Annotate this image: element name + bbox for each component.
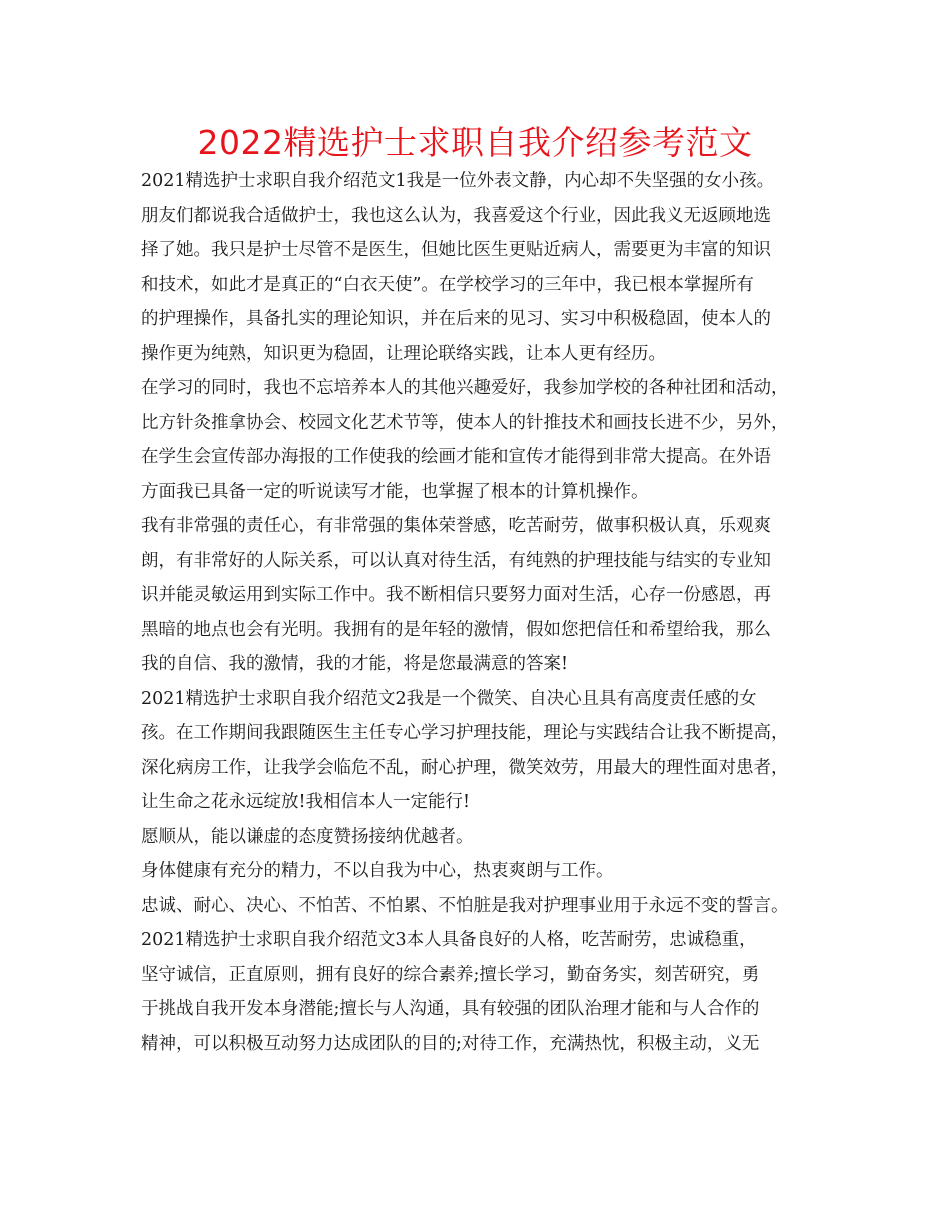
text-line: 2021精选护士求职自我介绍范文1我是一位外表文静，内心却不失坚强的女小孩。 <box>141 171 775 191</box>
text-line: 和技术，如此才是真正的“白衣天使”。在学校学习的三年中，我已根本掌握所有 <box>141 274 754 295</box>
text-line: 朗，有非常好的人际关系，可以认真对待生活，有纯熟的护理技能与结实的专业知 <box>141 550 771 571</box>
text-line: 愿顺从，能以谦虚的态度赞扬接纳优越者。 <box>141 826 474 847</box>
text-line: 2021精选护士求职自我介绍范文3本人具备良好的人格，吃苦耐劳，忠诚稳重， <box>141 930 757 950</box>
text-line: 孩。在工作期间我跟随医生主任专心学习护理技能，理论与实践结合让我不断提高， <box>141 723 789 743</box>
text-line: 择了她。我只是护士尽管不是医生，但她比医生更贴近病人，需要更为丰富的知识 <box>141 240 771 260</box>
text-line: 朋友们都说我合适做护士，我也这么认为，我喜爱这个行业，因此我义无返顾地选 <box>141 205 771 226</box>
text-line: 我有非常强的责任心，有非常强的集体荣誉感，吃苦耐劳，做事积极认真，乐观爽 <box>141 516 771 536</box>
text-line: 黑暗的地点也会有光明。我拥有的是年轻的激情，假如您把信任和希望给我，那么 <box>141 619 771 640</box>
text-line: 2021精选护士求职自我介绍范文2我是一个微笑、自决心且具有高度责任感的女 <box>141 688 757 709</box>
text-line: 在学生会宣传部办海报的工作使我的绘画才能和宣传才能得到非常大提高。在外语 <box>141 447 771 467</box>
text-line: 我的自信、我的激情，我的才能，将是您最满意的答案! <box>141 654 569 674</box>
text-line: 操作更为纯熟，知识更为稳固，让理论联络实践，让本人更有经历。 <box>141 343 666 364</box>
text-line: 的护理操作，具备扎实的理论知识，并在后来的见习、实习中积极稳固，使本人的 <box>141 309 771 329</box>
text-line: 让生命之花永远绽放!我相信本人一定能行! <box>141 792 471 812</box>
text-line: 精神，可以积极互动努力达成团队的目的;对待工作，充满热忱，积极主动，义无 <box>141 1033 760 1054</box>
text-line: 坚守诚信，正直原则，拥有良好的综合素养;擅长学习，勤奋务实，刻苦研究，勇 <box>141 964 760 985</box>
text-line: 比方针灸推拿协会、校园文化艺术节等，使本人的针推技术和画技长进不少，另外， <box>141 412 789 433</box>
document-body <box>141 164 831 1061</box>
text-line: 在学习的同时，我也不忘培养本人的其他兴趣爱好，我参加学校的各种社团和活动， <box>141 378 789 398</box>
text-line: 忠诚、耐心、决心、不怕苦、不怕累、不怕脏是我对护理事业用于永远不变的誓言。 <box>141 895 789 916</box>
text-line: 身体健康有充分的精力，不以自我为中心，热衷爽朗与工作。 <box>141 861 614 881</box>
text-line: 方面我已具备一定的听说读写才能，也掌握了根本的计算机操作。 <box>141 481 649 502</box>
text-line: 于挑战自我开发本身潜能;擅长与人沟通，具有较强的团队治理才能和与人合作的 <box>141 999 760 1019</box>
text-line: 深化病房工作，让我学会临危不乱，耐心护理，微笑效劳，用最大的理性面对患者， <box>141 757 789 778</box>
text-line: 识并能灵敏运用到实际工作中。我不断相信只要努力面对生活，心存一份感恩，再 <box>141 585 771 605</box>
document-title: 2022精选护士求职自我介绍参考范文 <box>197 123 753 162</box>
